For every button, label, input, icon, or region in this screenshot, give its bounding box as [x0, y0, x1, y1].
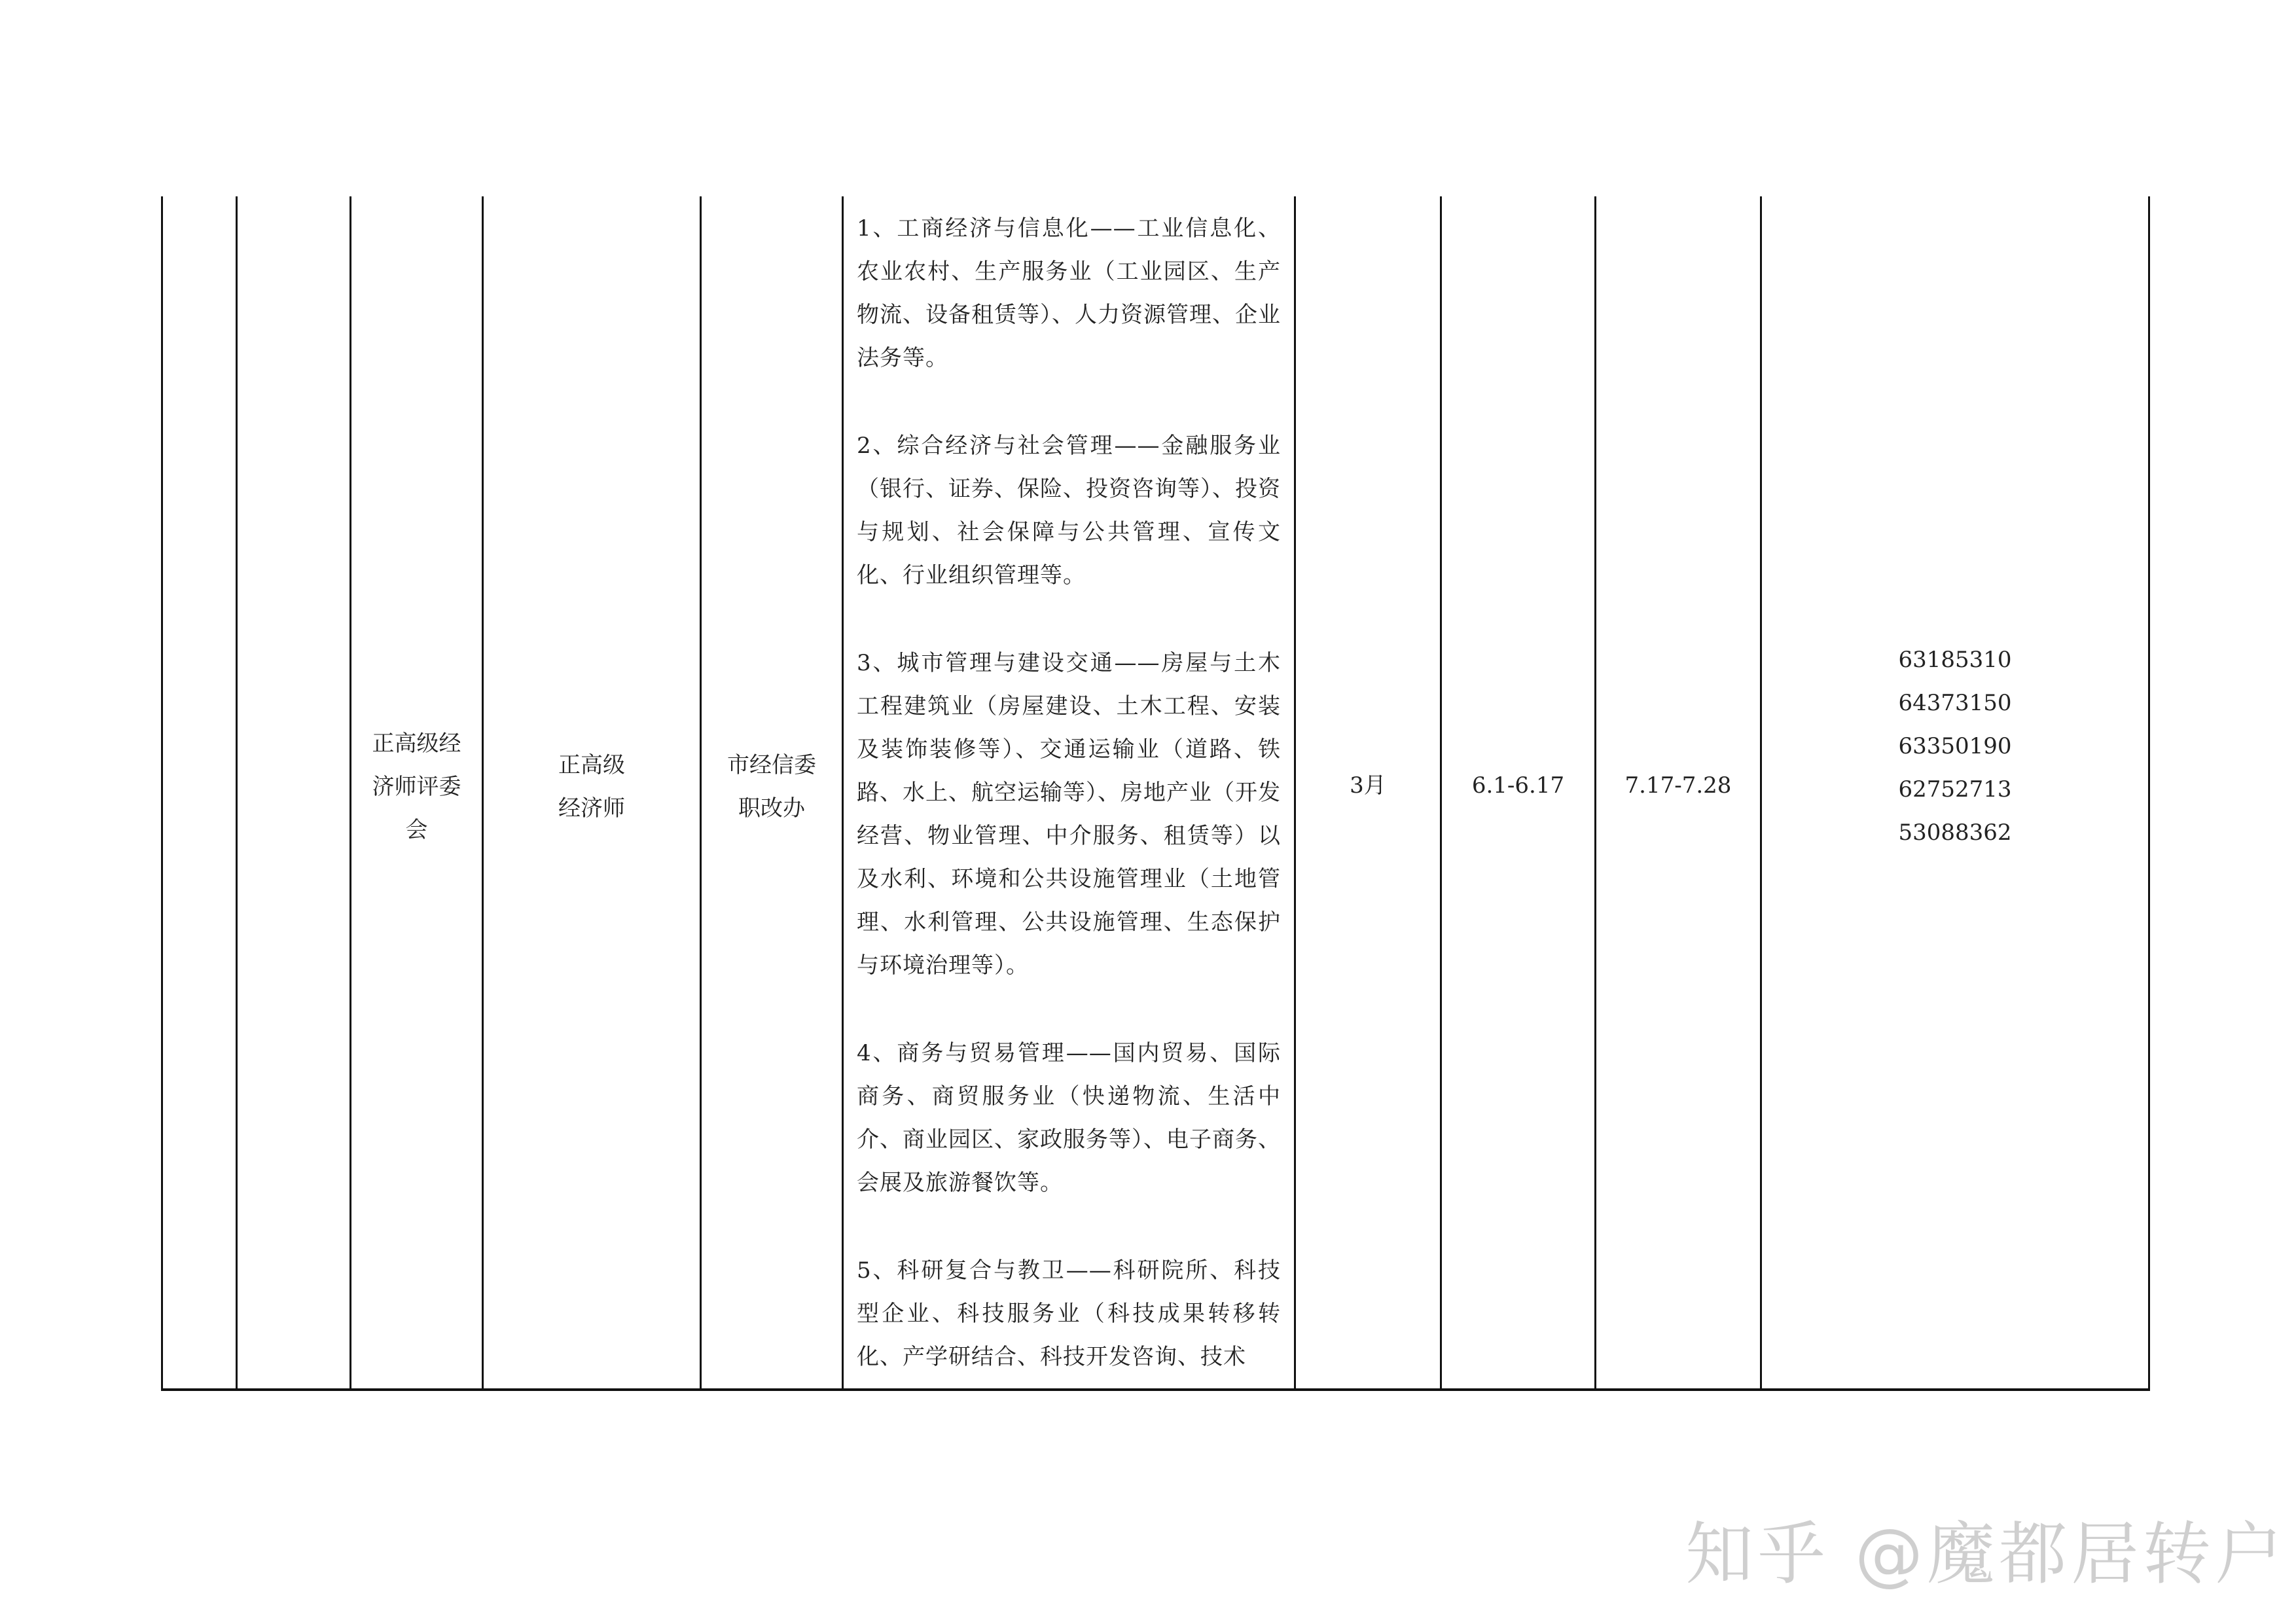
phone-number: 64373150 — [1898, 689, 2012, 716]
table-cell-period-2: 7.17-7.28 — [1624, 772, 1732, 799]
watermark: 知乎 @魔都居转户 — [1685, 1514, 2287, 1594]
phone-number: 63350190 — [1898, 732, 2012, 759]
scope-paragraph: 4、商务与贸易管理——国内贸易、国际商务、商贸服务业（快递物流、生活中介、商业园区、家政服务等）、电子商务、会展及旅游餐饮等。 — [857, 1040, 1281, 1196]
table-border-right — [2148, 196, 2150, 1390]
table-cell-month: 3月 — [1350, 772, 1386, 799]
phone-number: 63185310 — [1898, 646, 2012, 673]
scope-paragraph: 1、工商经济与信息化——工业信息化、农业农村、生产服务业（工业园区、生产物流、设备租赁等）、人力资源管理、企业法务等。 — [857, 215, 1281, 371]
committee-line: 济师评委 — [372, 773, 461, 800]
table-cell-index — [163, 196, 236, 1390]
department-line: 职改办 — [738, 795, 805, 821]
table-cell-category — [238, 196, 350, 1390]
committee-line: 会 — [405, 816, 428, 843]
phone-number: 53088362 — [1898, 819, 2012, 846]
scope-paragraph: 2、综合经济与社会管理——金融服务业（银行、证券、保险、投资咨询等）、投资与规划、社会保障与公共管理、宣传文化、行业组织管理等。 — [857, 433, 1281, 588]
department-line: 市经信委 — [727, 751, 816, 778]
evaluation-table — [161, 196, 2150, 1390]
table-cell-committee — [351, 190, 482, 1383]
table-cell-contact — [1762, 149, 2148, 1343]
scope-paragraph: 5、科研复合与教卫——科研院所、科技型企业、科技服务业（科技成果转移转化、产学研结合、科技开发咨询、技术 — [857, 1257, 1281, 1370]
committee-line: 正高级经 — [372, 730, 461, 757]
table-cell-department — [702, 190, 842, 1383]
phone-number: 62752713 — [1898, 776, 2012, 803]
table-cell-scope — [844, 196, 1294, 1390]
table-cell-title — [484, 190, 700, 1383]
title-line: 经济师 — [558, 795, 625, 821]
table-cell-period-1: 6.1-6.17 — [1471, 772, 1565, 799]
scope-paragraph: 3、城市管理与建设交通——房屋与土木工程建筑业（房屋建设、土木工程、安装及装饰装修等）、交通运输业（道路、铁路、水上、航空运输等）、房地产业（开发经营、物业管理、中介服务、租赁等）以及水利、环境和公共设施管理业（土地管理、水利管理、公共设施管理、生态保护与环境治理等）。 — [857, 650, 1281, 979]
title-line: 正高级 — [558, 751, 625, 778]
